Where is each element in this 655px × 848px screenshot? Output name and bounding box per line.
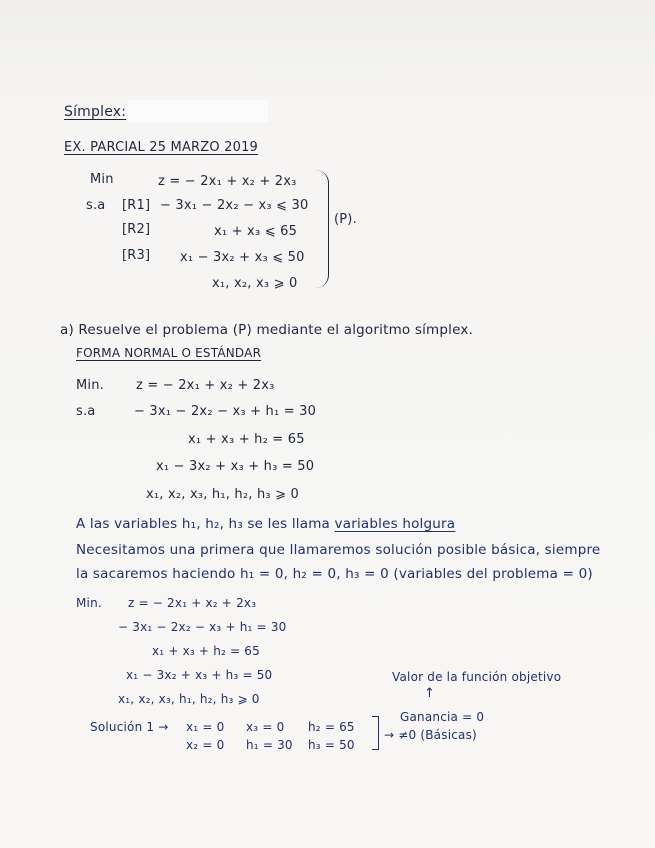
second-objective: z = − 2x₁ + x₂ + 2x₃ [128, 596, 257, 610]
gain-note: Ganancia = 0 [400, 710, 485, 724]
constraint-r1: − 3x₁ − 2x₂ − x₃ ⩽ 30 [160, 198, 309, 213]
second-constraint-2: x₁ + x₃ + h₂ = 65 [152, 644, 260, 658]
sf-constraint-3: x₁ − 3x₂ + x₃ + h₃ = 50 [156, 459, 315, 474]
slack-term: variables holgura [334, 516, 456, 532]
objective-value-note: Valor de la función objetivo [392, 670, 562, 684]
sf-sa-label: s.a [76, 404, 96, 419]
solution-bracket [372, 716, 379, 750]
sf-objective: z = − 2x₁ + x₂ + 2x₃ [136, 378, 275, 393]
slack-note-text: A las variables h₁, h₂, h₃ se les llama [76, 516, 331, 532]
subject-to-label: s.a [86, 198, 106, 213]
note-line-3: la sacaremos haciendo h₁ = 0, h₂ = 0, h₃ = 0 (variables del problema = 0) [76, 566, 593, 582]
sf-constraint-1: − 3x₁ − 2x₂ − x₃ + h₁ = 30 [134, 404, 317, 419]
page-title: Símplex: [64, 104, 127, 120]
redacted-area [128, 100, 268, 122]
sf-nonnegativity: x₁, x₂, x₃, h₁, h₂, h₃ ⩾ 0 [146, 487, 300, 502]
standard-form-heading: FORMA NORMAL O ESTÁNDAR [76, 346, 262, 360]
slack-note [76, 516, 455, 532]
solution-h1: h₁ = 30 [246, 738, 293, 752]
solution-x1: x₁ = 0 [186, 720, 225, 734]
solution-h2: h₂ = 65 [308, 720, 355, 734]
solution-x3: x₃ = 0 [246, 720, 285, 734]
note-line-2: Necesitamos una primera que llamaremos solución posible básica, siempre [76, 542, 601, 558]
second-nonnegativity: x₁, x₂, x₃, h₁, h₂, h₃ ⩾ 0 [118, 692, 260, 706]
second-constraint-3: x₁ − 3x₂ + x₃ + h₃ = 50 [126, 668, 273, 682]
exam-heading: EX. PARCIAL 25 MARZO 2019 [64, 140, 259, 155]
solution-label: Solución 1 → [90, 720, 169, 734]
basic-note: → ≠0 (Básicas) [384, 728, 477, 742]
second-constraint-1: − 3x₁ − 2x₂ − x₃ + h₁ = 30 [118, 620, 287, 634]
nonnegativity: x₁, x₂, x₃ ⩾ 0 [212, 276, 298, 291]
question-a: a) Resuelve el problema (P) mediante el algoritmo símplex. [60, 322, 474, 338]
r2-label: [R2] [122, 222, 151, 237]
constraint-r3: x₁ − 3x₂ + x₃ ⩽ 50 [180, 250, 305, 265]
brace [316, 170, 329, 288]
up-arrow-icon: ↑ [424, 686, 436, 701]
second-min-label: Min. [76, 596, 102, 610]
problem-name: (P). [334, 212, 357, 227]
r3-label: [R3] [122, 248, 151, 263]
sf-constraint-2: x₁ + x₃ + h₂ = 65 [188, 432, 305, 447]
solution-h3: h₃ = 50 [308, 738, 355, 752]
r1-label: [R1] [122, 198, 151, 213]
sf-min-label: Min. [76, 378, 104, 393]
objective-function: z = − 2x₁ + x₂ + 2x₃ [158, 174, 297, 189]
min-label: Min [90, 172, 114, 187]
solution-x2: x₂ = 0 [186, 738, 225, 752]
constraint-r2: x₁ + x₃ ⩽ 65 [214, 224, 298, 239]
